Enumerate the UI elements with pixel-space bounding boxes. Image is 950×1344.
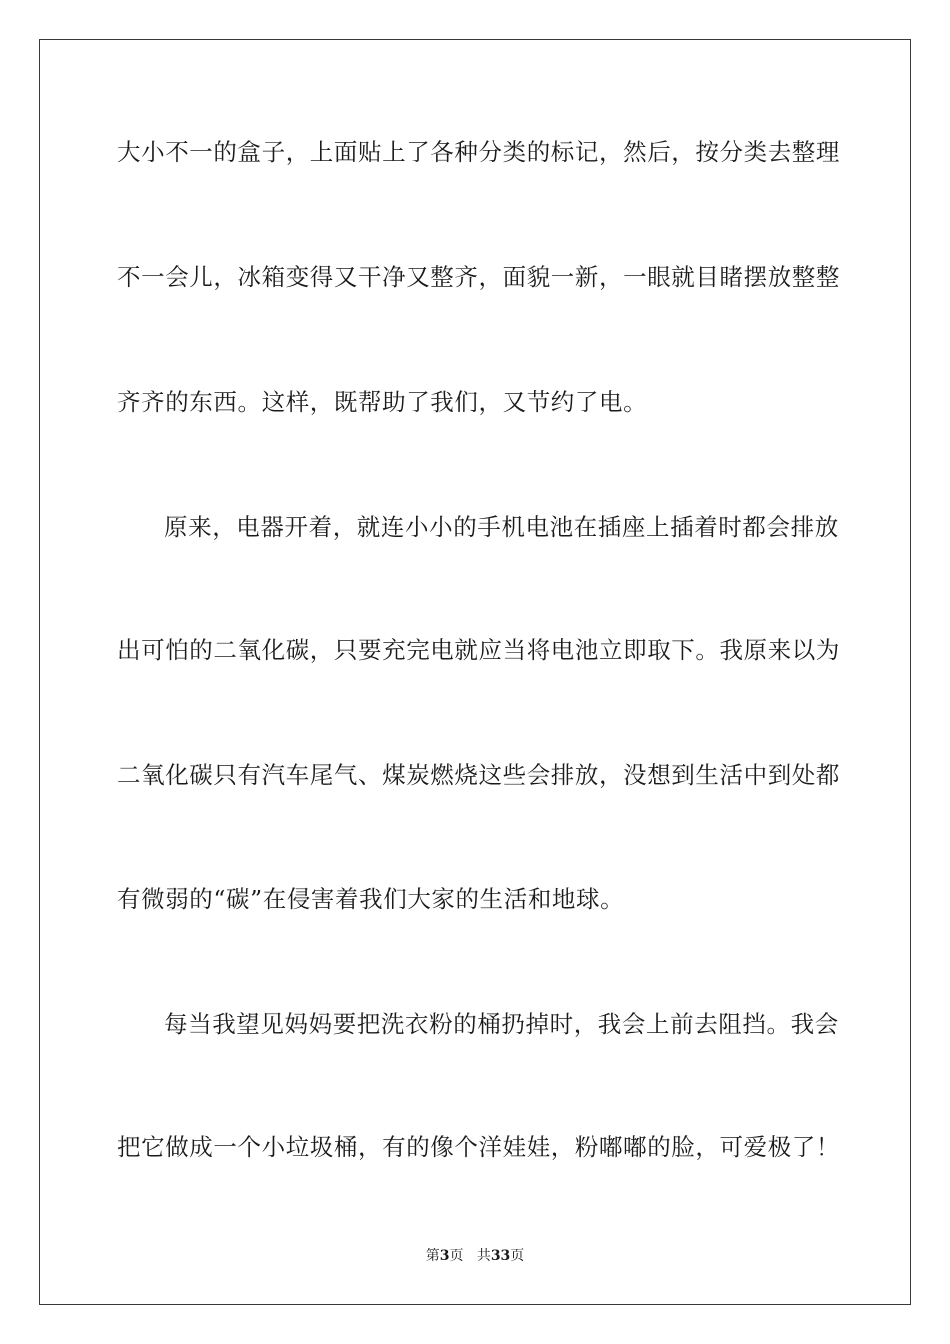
text-line-4: 原来，电器开着，就连小小的手机电池在插座上插着时都会排放 (164, 513, 839, 541)
footer-total-prefix: 共 (476, 1248, 491, 1264)
text-line-7: 有微弱的“碳”在侵害着我们大家的生活和地球。 (117, 885, 625, 913)
text-line-5: 出可怕的二氧化碳，只要充完电就应当将电池立即取下。我原来以为 (117, 636, 840, 664)
text-line-8: 每当我望见妈妈要把洗衣粉的桶扔掉时，我会上前去阻挡。我会 (164, 1010, 839, 1038)
footer-page-prefix: 第 (425, 1248, 440, 1264)
footer-total-pages: 33 (490, 1248, 511, 1264)
page-border (39, 39, 911, 1305)
text-line-1: 大小不一的盒子，上面贴上了各种分类的标记，然后，按分类去整理 (117, 138, 840, 166)
footer-total-suffix: 页 (510, 1248, 525, 1264)
footer-page-number: 3 (439, 1248, 450, 1264)
text-line-3: 齐齐的东西。这样，既帮助了我们，又节约了电。 (117, 388, 648, 416)
page-footer (0, 1247, 950, 1265)
footer-page-suffix: 页 (449, 1248, 464, 1264)
text-line-6: 二氧化碳只有汽车尾气、煤炭燃烧这些会排放，没想到生活中到处都 (117, 761, 840, 789)
text-line-9: 把它做成一个小垃圾桶，有的像个洋娃娃，粉嘟嘟的脸，可爱极了！ (117, 1133, 840, 1161)
text-line-2: 不一会儿，冰箱变得又干净又整齐，面貌一新，一眼就目睹摆放整整 (117, 263, 840, 291)
